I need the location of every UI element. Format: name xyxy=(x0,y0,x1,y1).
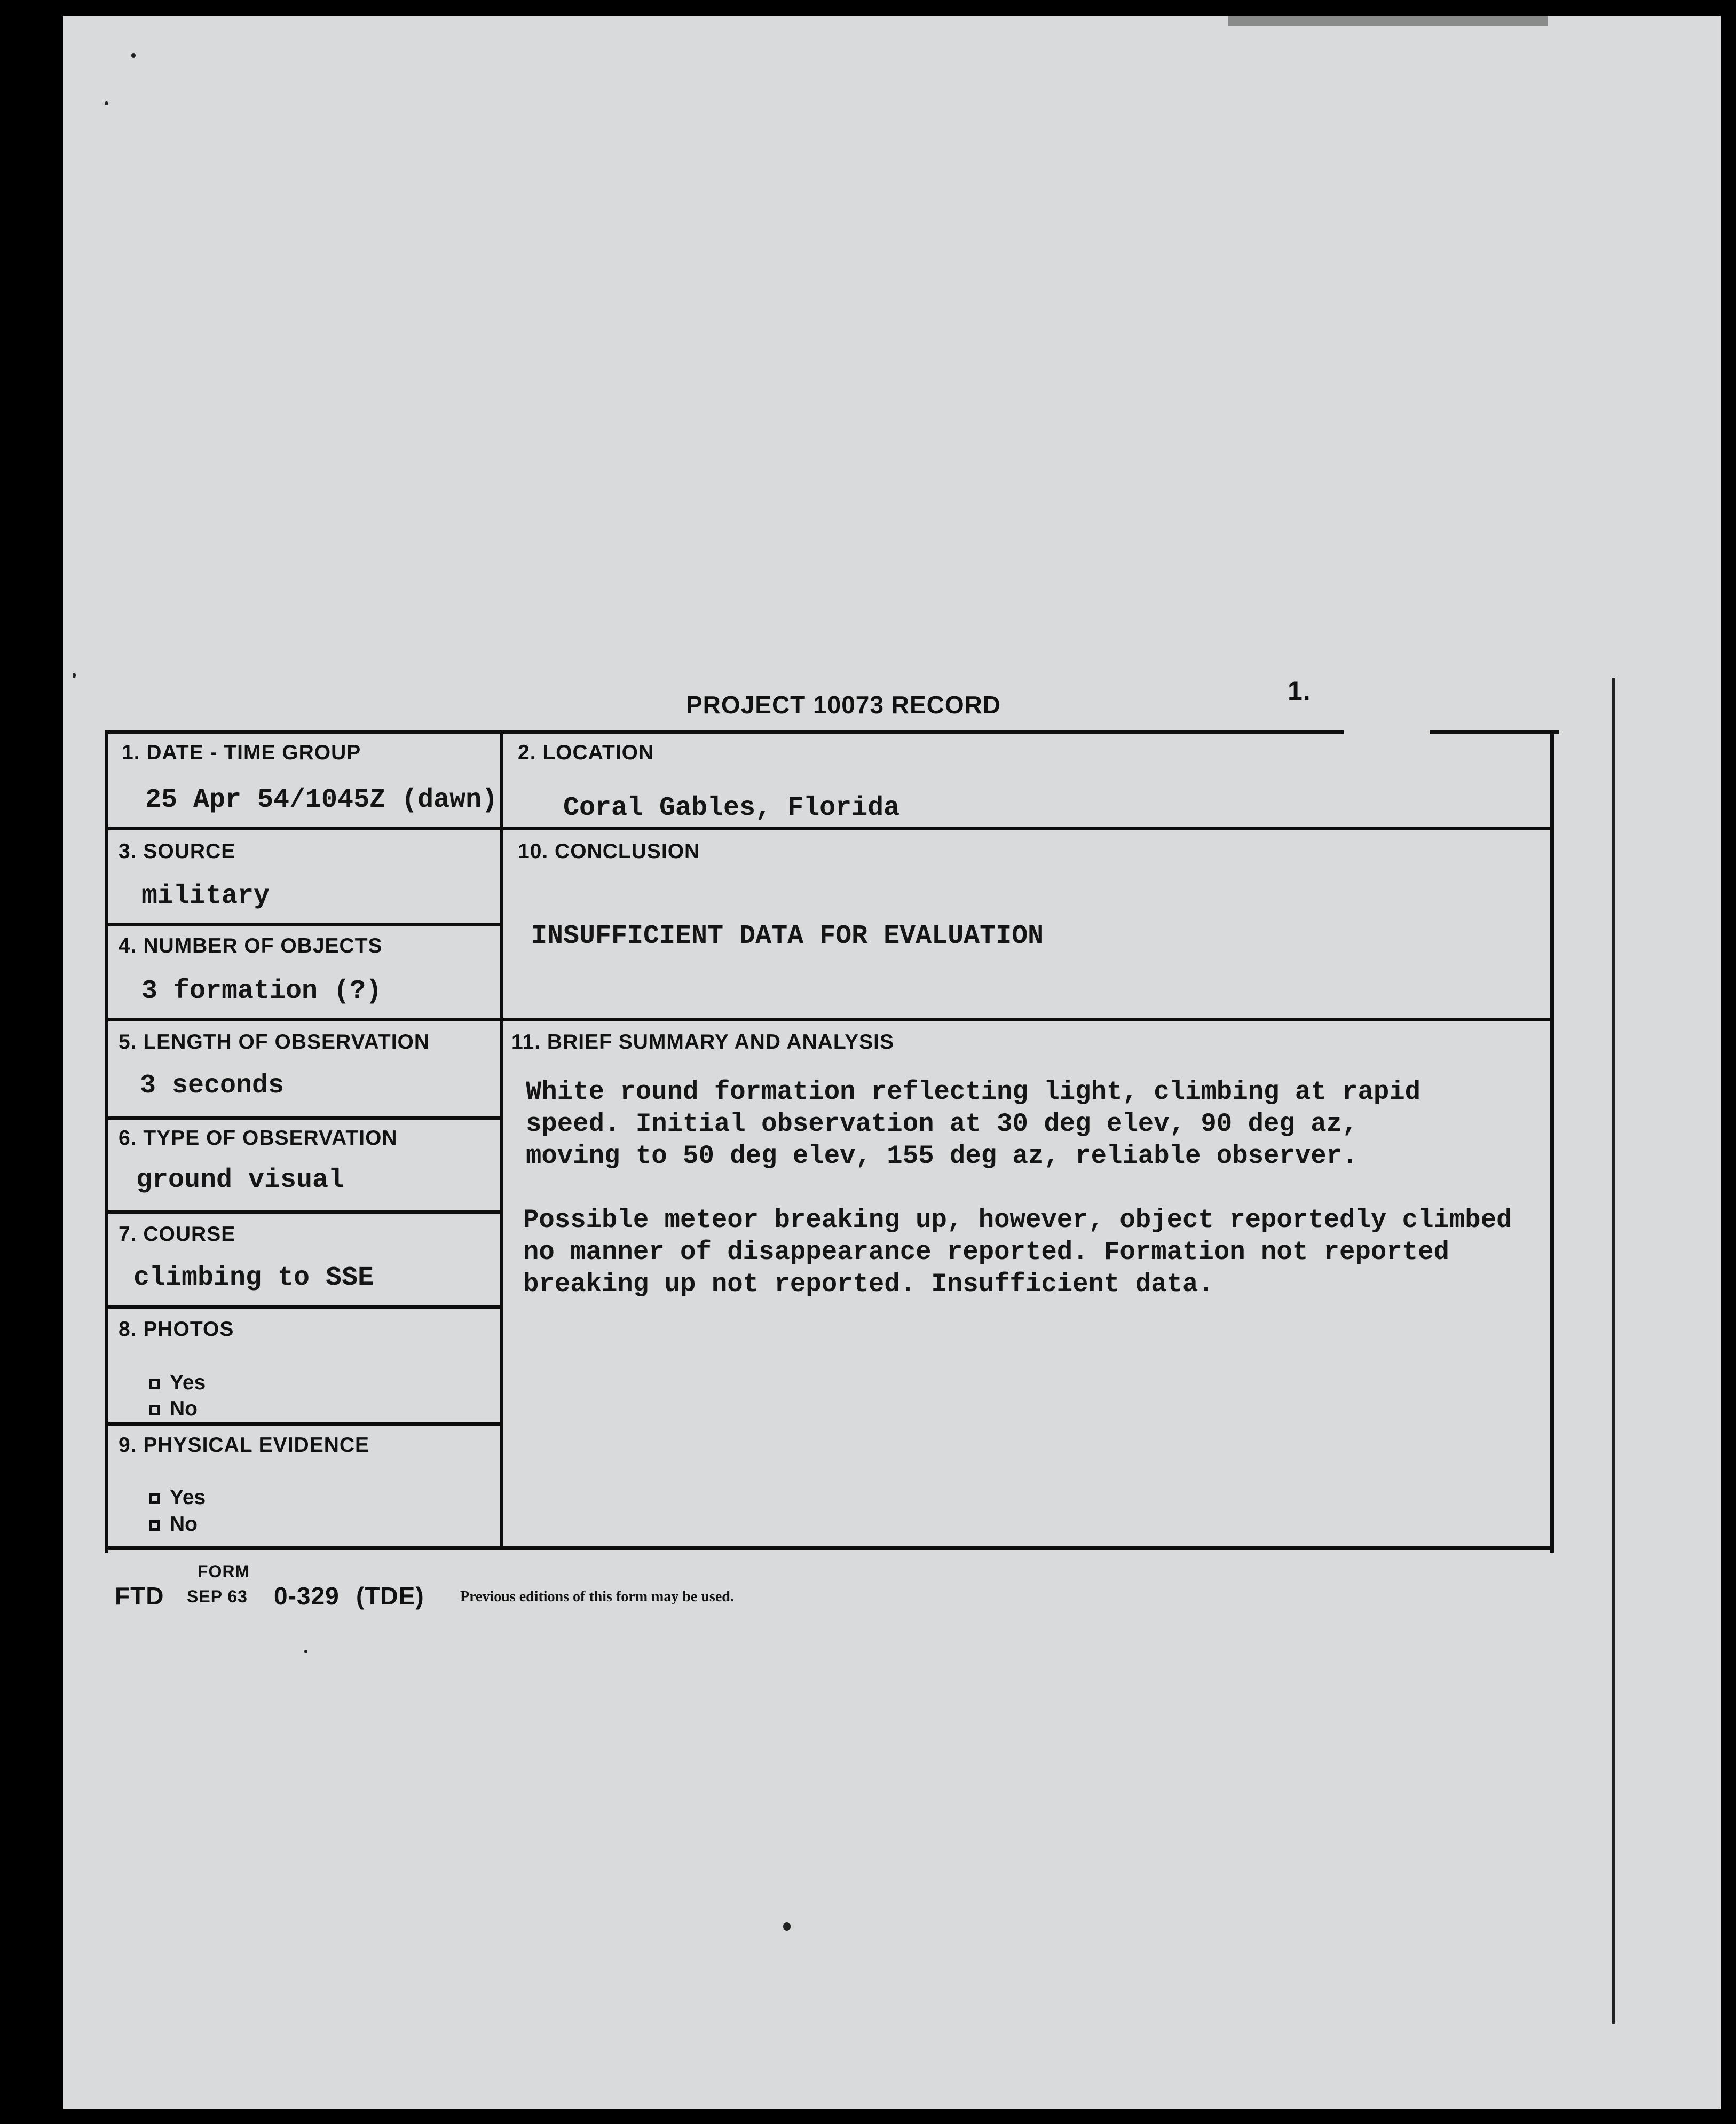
table-top-border-left xyxy=(105,730,1344,734)
length-of-observation-label: 5. LENGTH OF OBSERVATION xyxy=(119,1030,430,1053)
scan-speck xyxy=(304,1650,307,1653)
footer-date: SEP 63 xyxy=(187,1587,248,1606)
date-time-group-value: 25 Apr 54/1045Z (dawn) xyxy=(145,785,498,815)
footer-note: Previous editions of this form may be used. xyxy=(460,1588,734,1605)
physical-evidence-no-label: No xyxy=(170,1513,198,1536)
course-value: climbing to SSE xyxy=(133,1263,374,1293)
photos-label: 8. PHOTOS xyxy=(119,1318,234,1341)
photos-no-option[interactable] xyxy=(149,1397,198,1421)
type-of-observation-label: 6. TYPE OF OBSERVATION xyxy=(119,1127,398,1150)
form-title: PROJECT 10073 RECORD xyxy=(686,691,1001,719)
course-label: 7. COURSE xyxy=(119,1223,236,1246)
table-column-divider xyxy=(500,730,503,1550)
divider-3-4 xyxy=(105,923,502,926)
divider-8-9 xyxy=(105,1422,502,1426)
photos-no-checkbox[interactable] xyxy=(149,1405,160,1415)
divider-4-5 xyxy=(105,1018,502,1021)
divider-7-8 xyxy=(105,1305,502,1309)
table-left-border xyxy=(105,730,108,1553)
footer-ftd: FTD xyxy=(115,1582,164,1610)
footer-form-number: 0-329 xyxy=(274,1582,340,1610)
conclusion-label: 10. CONCLUSION xyxy=(518,840,700,863)
physical-evidence-yes-label: Yes xyxy=(170,1486,206,1509)
length-of-observation-value: 3 seconds xyxy=(140,1071,285,1101)
number-of-objects-value: 3 formation (?) xyxy=(141,976,382,1006)
physical-evidence-label: 9. PHYSICAL EVIDENCE xyxy=(119,1434,370,1457)
summary-line-6: breaking up not reported. Insufficient data. xyxy=(523,1269,1214,1299)
summary-line-1: White round formation reflecting light, climbing at rapid xyxy=(526,1077,1421,1107)
footer-form-word: FORM xyxy=(198,1562,250,1581)
type-of-observation-value: ground visual xyxy=(136,1165,345,1195)
divider-conclusion-summary xyxy=(502,1018,1553,1021)
divider-1-3 xyxy=(105,827,502,830)
page-mark: 1. xyxy=(1288,676,1311,706)
conclusion-value: INSUFFICIENT DATA FOR EVALUATION xyxy=(531,921,1044,951)
physical-evidence-no-checkbox[interactable] xyxy=(149,1520,160,1531)
document-page xyxy=(63,16,1721,2109)
table-bottom-border xyxy=(105,1546,1554,1550)
photos-yes-checkbox[interactable] xyxy=(149,1379,160,1389)
location-value: Coral Gables, Florida xyxy=(563,793,900,823)
divider-6-7 xyxy=(105,1210,502,1214)
physical-evidence-yes-option[interactable] xyxy=(149,1486,206,1509)
divider-location-conclusion xyxy=(502,827,1553,830)
scan-speck xyxy=(73,673,76,678)
summary-line-5: no manner of disappearance reported. Formation not reported xyxy=(523,1237,1449,1267)
footer-org: (TDE) xyxy=(356,1582,424,1610)
table-top-border-right xyxy=(1430,730,1559,734)
photos-yes-option[interactable] xyxy=(149,1371,206,1395)
table-right-border xyxy=(1550,730,1554,1553)
scan-speck xyxy=(105,101,108,105)
summary-line-2: speed. Initial observation at 30 deg elev, 90 deg az, xyxy=(526,1109,1358,1139)
location-label: 2. LOCATION xyxy=(518,741,654,764)
divider-5-6 xyxy=(105,1116,502,1120)
number-of-objects-label: 4. NUMBER OF OBJECTS xyxy=(119,934,383,957)
page-edge-line xyxy=(1612,678,1615,2024)
scan-speck xyxy=(783,1922,791,1931)
summary-label: 11. BRIEF SUMMARY AND ANALYSIS xyxy=(511,1030,894,1053)
scan-top-shadow xyxy=(1228,16,1548,26)
scan-speck xyxy=(131,53,136,58)
photos-no-label: No xyxy=(170,1397,198,1420)
source-label: 3. SOURCE xyxy=(119,840,236,863)
summary-line-4: Possible meteor breaking up, however, object reportedly climbed xyxy=(523,1205,1512,1235)
physical-evidence-yes-checkbox[interactable] xyxy=(149,1493,160,1504)
photos-yes-label: Yes xyxy=(170,1371,206,1394)
summary-line-3: moving to 50 deg elev, 155 deg az, reliable observer. xyxy=(526,1141,1358,1171)
physical-evidence-no-option[interactable] xyxy=(149,1513,198,1536)
source-value: military xyxy=(141,881,270,911)
date-time-group-label: 1. DATE - TIME GROUP xyxy=(122,741,361,764)
